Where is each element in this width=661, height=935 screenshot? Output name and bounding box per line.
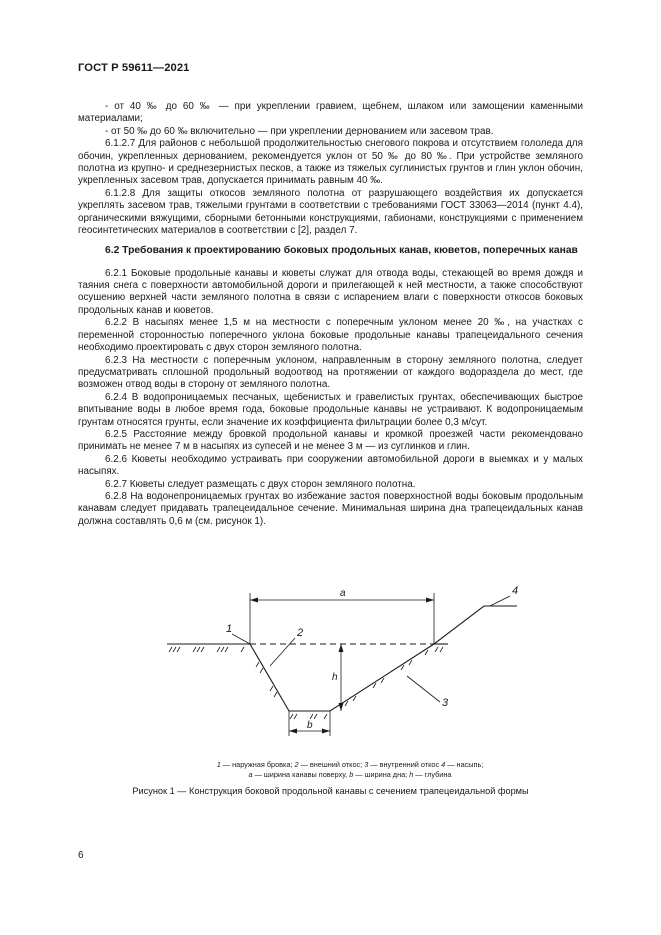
legend-text-b: — ширина дна; [353,770,410,779]
legend-key-a: a [248,770,253,779]
figure-legend [100,760,600,780]
paragraph-6-2-2: 6.2.2 В насыпях менее 1,5 м на местности с поперечным уклоном менее 20 ‰, на участках с переменной сторонностью поперечного уклона боковые продольные канавы трапецеидального сечения необходимо проектировать с двух сторон земляного полотна. [78,317,583,354]
ditch-profile [250,644,434,711]
leader-3 [407,676,440,702]
legend-line-1 [100,760,600,770]
legend-text-4: — насыпь; [445,760,484,769]
legend-text-h: — глубина [413,770,452,779]
page-number: 6 [78,850,84,861]
leader-2 [270,638,295,666]
legend-text-3: — внутренний откос [368,760,442,769]
paragraph-6-2-6: 6.2.6 Кюветы необходимо устраивать при сооружении автомобильной дороги в выемках и у малых насыпях. [78,453,583,478]
paragraph-6-2-4: 6.2.4 В водопроницаемых песчаных, щебенистых и гравелистых грунтах, обеспечивающих быстрое впитывание воды в любое время года, боковые продольные канавы не устраивают. К водопроницаемым грунтам относятся грунты, если значение их коэффициента фильтрации более 0,3 м/сут. [78,391,583,428]
paragraph-6-2-7: 6.2.7 Кюветы следует размещать с двух сторон земляного полотна. [105,478,416,490]
leader-1 [232,634,250,644]
legend-key-b: b [349,770,354,779]
legend-text-a: — ширина канавы поверху, [252,770,350,779]
label-h: h [332,672,338,683]
label-a: a [340,588,346,599]
paragraph-6-2-1: 6.2.1 Боковые продольные канавы и кюветы служат для отвода воды, стекающей во время дождя и таяния снега с поверхности автомобильной дороги и прилегающей к ней местности, а также способствуют осушению верхней части земляного полотна в связи с испарением влаги с поверхности откосов боковых продольных канав и кюветов. [78,267,583,316]
body-text [78,101,583,528]
label-1: 1 [226,623,233,635]
ditch-cross-section-drawing [162,576,562,742]
leader-4 [490,596,510,606]
legend-key-3: 3 [364,760,369,769]
label-2: 2 [297,627,304,639]
section-heading-6-2: 6.2 Требования к проектированию боковых продольных канав, кюветов, поперечных канав [105,245,578,257]
legend-text-2: — внешний откос; [298,760,365,769]
document-header: ГОСТ Р 59611—2021 [78,62,190,74]
legend-line-2 [100,770,600,780]
paragraph-6-2-3: 6.2.3 На местности с поперечным уклоном, направленным в сторону земляного полотна, следует предусматривать сплошной продольный водоотвод на протяжении от каждого водораздела до мест, где возможен отвод воды в сторону от земляного полотна. [78,354,583,391]
legend-text-1: — наружная бровка; [220,760,295,769]
ditch-cross-section-figure [162,576,562,742]
legend-key-2: 2 [294,760,299,769]
figure-caption: Рисунок 1 — Конструкция боковой продольной канавы с сечением трапецеидальной формы [132,786,529,796]
legend-key-4: 4 [441,760,446,769]
label-b: b [307,720,313,731]
paragraph-6-1-2-8: 6.1.2.8 Для защиты откосов земляного полотна от разрушающего воздействия их допускается укреплять засевом трав, тяжелыми грунтами в соответствии с требованиями ГОСТ 33063—2014 (пункт 4.4), органическими вяжущими, сборными бетонными конструкциями, габионами, конструкциями с применением геосинтетических материалов в соответствии с [2], раздел 7. [78,187,583,237]
paragraph-6-2-5: 6.2.5 Расстояние между бровкой продольной канавы и кромкой проезжей части рекомендовано принимать не менее 7 м в насыпях из супесей и не менее 3 м — из суглинков и глин. [78,428,583,453]
label-4: 4 [512,585,519,597]
paragraph-list-item-1: - от 40 ‰ до 60 ‰ — при укреплении гравием, щебнем, шлаком или замощении каменными материалами; [78,101,583,125]
legend-key-1: 1 [216,760,221,769]
paragraph-6-2-8: 6.2.8 На водонепроницаемых грунтах во избежание застоя поверхностной воды боковым продольным канавам следует придавать трапецеидальное сечение. Минимальная ширина дна трапецеидальных канав должна составлять 0,6 м (см. рисунок 1). [78,490,583,527]
legend-key-h: h [409,770,414,779]
paragraph-list-item-2: - от 50 ‰ до 60 ‰ включительно — при укреплении дернованием или засевом трав. [105,125,494,137]
label-3: 3 [442,697,449,709]
embankment-profile [434,606,517,644]
paragraph-6-1-2-7: 6.1.2.7 Для районов с небольшой продолжительностью снегового покрова и отсутствием гололеда для обочин, укрепленных дернованием, рекомендуется уклон от 50 ‰ до 80 ‰. При устройстве земляного полотна из крупно- и среднезернистых песков, а также из тяжелых суглинистых грунтов и глин уклон обочин, укрепленных засевом трав, допускается принимать равным 40 ‰. [78,138,583,187]
